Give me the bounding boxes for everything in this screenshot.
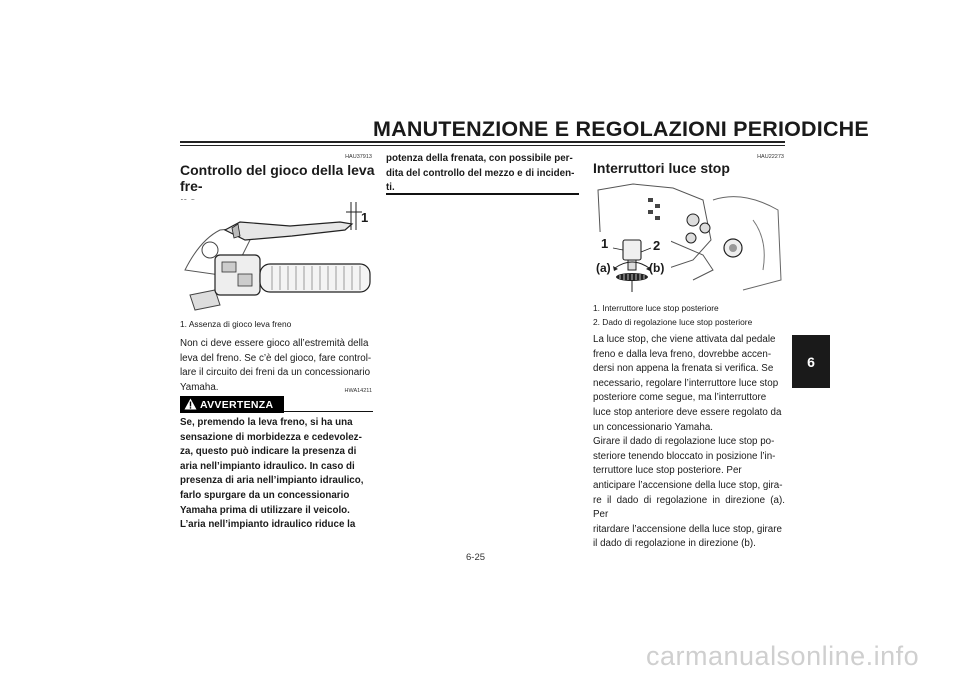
warning-badge <box>180 396 284 413</box>
figure-captions <box>593 302 793 329</box>
text-line: dersi non appena la frenata si verifica. Se <box>593 363 774 375</box>
header-rule <box>180 141 785 143</box>
text-line: potenza della frenata, con possibile per- <box>386 153 573 164</box>
section-code: HAU22273 <box>757 154 784 160</box>
text-line: sensazione di morbidezza e cedevolez- <box>180 431 362 443</box>
text-line: Se, premendo la leva freno, si ha una <box>180 417 353 428</box>
warning-label: AVVERTENZA <box>200 398 274 411</box>
section-code: HAU37913 <box>345 154 372 160</box>
text-line: presenza di aria nell’impianto idraulico, <box>180 475 364 487</box>
figure-caption: 1. Assenza di gioco leva freno <box>180 319 292 329</box>
text-line: dita del controllo del mezzo e di inciden- <box>386 167 575 179</box>
text-line: Yamaha. <box>180 381 219 393</box>
brake-light-switch-figure <box>593 180 785 298</box>
brake-lever-figure <box>180 200 375 312</box>
warning-code: HWA14211 <box>344 388 372 394</box>
text-line: anticipare l’accensione della luce stop, gira- <box>593 479 783 491</box>
caption-line: 2. Dado di regolazione luce stop posteriore <box>593 316 753 327</box>
text-line: Yamaha prima di utilizzare il veicolo. <box>180 504 350 516</box>
text-line: aria nell’impianto idraulico. In caso di <box>180 460 355 472</box>
text-line: posteriore come segue, ma l’interruttore <box>593 392 767 404</box>
text-line: freno e dalla leva freno, dovrebbe accen- <box>593 348 772 360</box>
figure-callout-2: 2 <box>653 238 661 253</box>
text-line: terruttore luce stop posteriore. Per <box>593 465 742 477</box>
page-header-title: MANUTENZIONE E REGOLAZIONI PERIODICHE <box>373 117 869 141</box>
warning-triangle-icon <box>184 398 197 410</box>
text-line: L’aria nell’impianto idraulico riduce la <box>180 519 356 531</box>
chapter-tab: 6 <box>792 335 830 388</box>
text-line: lare il circuito dei freni da un concessionario <box>180 367 371 379</box>
warning-text <box>180 416 373 533</box>
warning-end-rule <box>386 193 579 195</box>
text-line: luce stop anteriore deve essere regolato da <box>593 406 782 418</box>
body-paragraph <box>180 337 373 395</box>
page-number: 6-25 <box>466 552 486 563</box>
text-line: il dado di regolazione in direzione (b). <box>593 538 756 550</box>
text-line: farlo spurgare da un concessionario <box>180 489 350 501</box>
text-line: La luce stop, che viene attivata dal pedale <box>593 334 776 345</box>
warning-rule <box>284 411 373 412</box>
text-line: necessario, regolare l’interruttore luce stop <box>593 377 779 389</box>
caption-line: 1. Interruttore luce stop posteriore <box>593 303 719 313</box>
text-line: ritardare l’accensione della luce stop, girare <box>593 523 782 535</box>
text-line: re il dado di regolazione in direzione (a). Per <box>593 494 785 521</box>
heading-line: Controllo del gioco della leva fre- <box>180 162 375 194</box>
body-paragraph <box>593 333 785 552</box>
figure-direction-b: (b) <box>649 261 665 275</box>
watermark: carmanualsonline.info <box>646 641 920 671</box>
figure-callout-1: 1 <box>361 210 369 225</box>
warning-text-continued <box>386 152 579 196</box>
figure-callout-1: 1 <box>601 236 609 251</box>
text-line: Non ci deve essere gioco all’estremità della <box>180 338 369 349</box>
text-line: za, questo può indicare la presenza di <box>180 446 357 458</box>
header-rule-thin <box>180 145 785 146</box>
section-heading: Interruttori luce stop <box>593 160 730 176</box>
text-line: leva del freno. Se c’è del gioco, fare control- <box>180 352 372 364</box>
text-line: ti. <box>386 182 395 194</box>
text-line: steriore tenendo bloccato in posizione l’in- <box>593 450 776 462</box>
text-line: Girare il dado di regolazione luce stop po- <box>593 436 775 448</box>
text-line: un concessionario Yamaha. <box>593 421 713 433</box>
figure-direction-a: (a) <box>596 261 611 275</box>
